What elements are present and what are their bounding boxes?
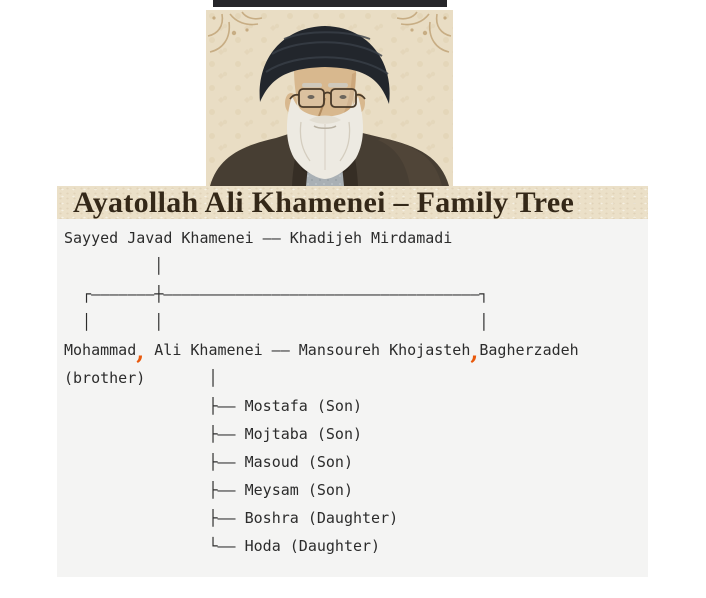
tree-line: ├—— Mojtaba (Son) <box>64 425 363 443</box>
page-title: Ayatollah Ali Khamenei – Family Tree <box>73 186 575 219</box>
khamenei-portrait <box>206 10 453 186</box>
tree-line: └—— Hoda (Daughter) <box>64 537 381 555</box>
left-eyebrow <box>302 83 322 88</box>
title-bar <box>57 186 648 219</box>
family-tree-panel <box>57 219 648 577</box>
tree-line: ├—— Masoud (Son) <box>64 453 353 471</box>
tree-line: ├—— Mostafa (Son) <box>64 397 363 415</box>
right-eyebrow <box>328 83 348 88</box>
orange-comma: , <box>470 338 479 365</box>
family-tree-text <box>57 219 648 560</box>
tree-line: ├—— Boshra (Daughter) <box>64 509 399 527</box>
portrait-illustration <box>206 10 453 186</box>
tree-line: ├—— Meysam (Son) <box>64 481 353 499</box>
tree-line: Mohammad, Ali Khamenei —— Mansoureh Khojasteh,Bagherzadeh <box>64 338 579 365</box>
tree-line: (brother) │ <box>64 369 218 387</box>
tree-line: ┌———————┼———————————————————————————————————┐ <box>64 285 489 303</box>
tree-line: │ │ │ <box>64 313 489 331</box>
top-strip <box>213 0 447 7</box>
tree-line: Sayyed Javad Khamenei —— Khadijeh Mirdamadi <box>64 229 453 247</box>
tree-line: │ <box>64 257 164 275</box>
orange-comma: , <box>136 338 145 365</box>
